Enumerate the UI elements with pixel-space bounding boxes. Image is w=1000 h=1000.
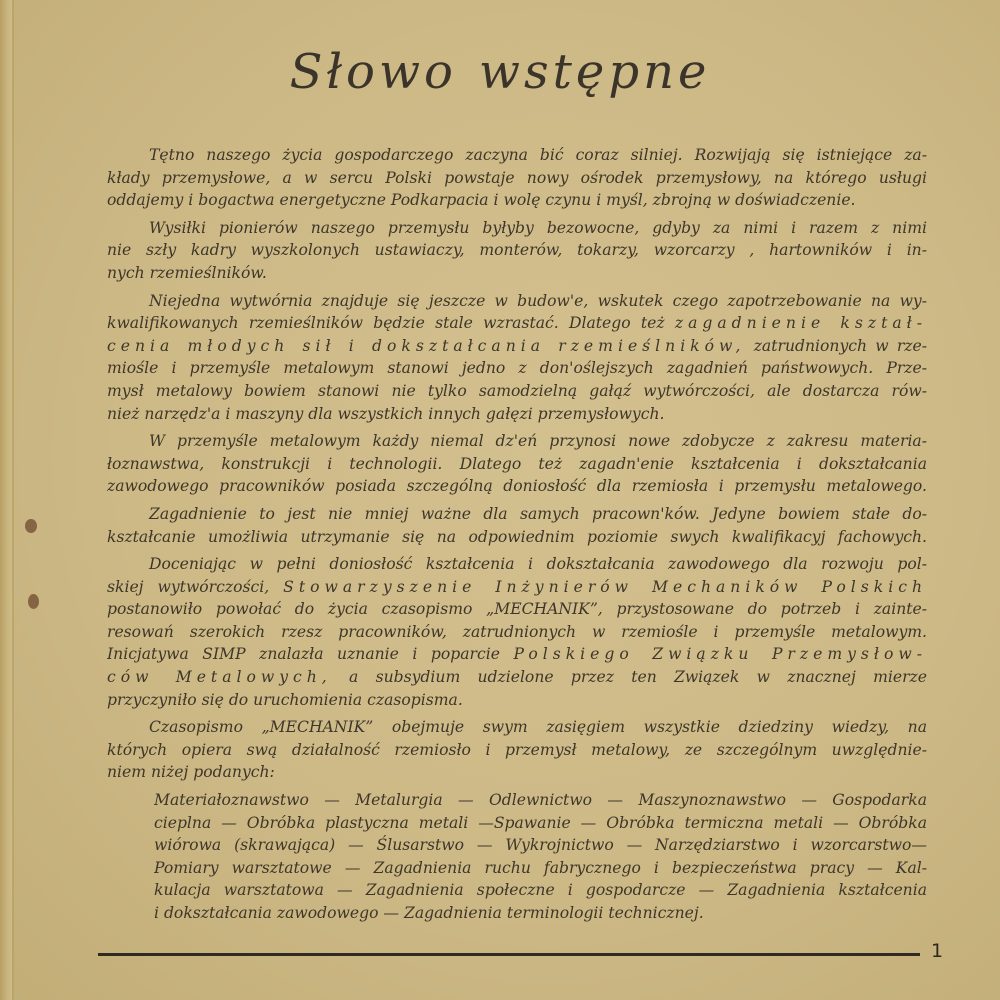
page-title — [0, 44, 1000, 100]
paper-stain — [28, 594, 39, 609]
title-word-2: wstępne — [478, 44, 711, 100]
spaced-emphasis: cenia młodych sił i dokształcania rzemieślników, — [107, 336, 746, 355]
paragraph — [107, 144, 927, 212]
paragraph — [107, 553, 927, 711]
topics-line: kulacja warsztatowa — Zagadnienia społeczne i gospodarcze — Zagadnienia kształcenia — [154, 881, 927, 900]
spaced-emphasis: zagadnienie kształ- — [674, 314, 927, 333]
text-segment: kwalifikowanych rzemieślników będzie stale wzrastać. Dlatego też — [107, 314, 665, 333]
paragraph — [107, 290, 927, 426]
text-line: Niejedna wytwórnia znajduje się jeszcze w budow'e, wskutek czego zapotrzebowanie na wy- — [149, 291, 927, 310]
text-line — [107, 666, 927, 689]
text-line: Doceniając w pełni doniosłość kształcenia i dokształcania zawodowego dla rozwoju pol- — [149, 555, 927, 574]
text-line: postanowiło powołać do życia czasopismo „MECHANIK”, przystosowane do potrzeb i zainte- — [107, 600, 927, 619]
paragraph — [107, 217, 927, 285]
topics-list — [107, 789, 927, 925]
topics-line: i dokształcania zawodowego — Zagadnienia terminologii technicznej. — [154, 904, 704, 922]
text-line: Tętno naszego życia gospodarczego zaczyna bić coraz silniej. Rozwijają się istniejące za- — [149, 146, 927, 164]
text-line: nych rzemieślników. — [107, 263, 267, 282]
paragraph — [107, 716, 927, 784]
text-line — [107, 643, 927, 666]
footer-rule — [98, 953, 920, 956]
spaced-emphasis: ców Metalowych, — [107, 668, 332, 687]
paragraph — [107, 503, 927, 548]
page-gutter-edge — [0, 0, 12, 1000]
text-segment: Inicjatywa SIMP znalazła uznanie i poparcie — [107, 645, 500, 664]
text-line: mysł metalowy bowiem stanowi nie tylko samodzielną gałąź wytwórczości, ale dostarcza rów- — [107, 381, 927, 400]
text-line: nie szły kadry wyszkolonych ustawiaczy, monterów, tokarzy, wzorcarzy , hartowników i in- — [107, 241, 927, 260]
text-line: Zagadnienie to jest nie mniej ważne dla samych pracown'ków. Jedyne bowiem stałe do- — [149, 504, 927, 523]
paper-stain — [25, 519, 37, 533]
text-segment: skiej wytwórczości, — [107, 577, 270, 596]
topics-line: wiórowa (skrawająca) — Ślusarstwo — Wykrojnictwo — Narzędziarstwo i wzorcarstwo— — [154, 836, 927, 855]
article-body — [107, 144, 927, 930]
topics-line: Pomiary warsztatowe — Zagadnienia ruchu fabrycznego i bezpieczeństwa pracy — Kal- — [154, 858, 927, 877]
text-line: przyczyniło się do uruchomienia czasopisma. — [107, 690, 463, 709]
text-line — [107, 312, 927, 335]
text-segment: a subsydium udzielone przez ten Związek w znacznej mierze — [349, 668, 927, 687]
spaced-emphasis: Stowarzyszenie Inżynierów Mechaników Polskich — [283, 577, 927, 596]
text-line: kłady przemysłowe, a w sercu Polski powstaje nowy ośrodek przemysłowy, na którego usługi — [107, 168, 927, 187]
text-segment: zatrudnionych w rze- — [753, 336, 927, 355]
paragraph — [107, 430, 927, 498]
page-fold-line — [12, 0, 14, 1000]
text-line: nież narzędz'a i maszyny dla wszystkich innych gałęzi przemysłowych. — [107, 404, 665, 423]
text-line: kształcanie umożliwia utrzymanie się na odpowiednim poziomie swych kwalifikacyj fachowych. — [107, 527, 927, 546]
text-line: resowań szerokich rzesz pracowników, zatrudnionych w rzemiośle i przemyśle metalowym. — [107, 622, 927, 641]
spaced-emphasis: Polskiego Związku Przemysłow- — [513, 645, 927, 664]
text-line: Wysiłki pionierów naszego przemysłu byłyby bezowocne, gdyby za nimi i razem z nimi — [149, 218, 927, 237]
text-line: łoznawstwa, konstrukcji i technologii. Dlatego też zagadn'enie kształcenia i dokształcania — [107, 454, 927, 473]
text-line: zawodowego pracowników posiada szczególną doniosłość dla rzemiosła i przemysłu metalowego. — [107, 477, 927, 496]
text-line: niem niżej podanych: — [107, 763, 275, 782]
topics-line: cieplna — Obróbka plastyczna metali —Spawanie — Obróbka termiczna metali — Obróbka — [154, 813, 927, 832]
text-line — [107, 576, 927, 599]
text-line: W przemyśle metalowym każdy niemal dz'eń przynosi nowe zdobycze z zakresu materia- — [149, 432, 927, 451]
text-line: oddajemy i bogactwa energetyczne Podkarpacia i wolę czynu i myśl, zbrojną w doświadczenie. — [107, 191, 856, 210]
text-line: miośle i przemyśle metalowym stanowi jedno z don'oślejszych zagadnień państwowych. Prze- — [107, 359, 927, 378]
text-line — [107, 335, 927, 358]
topics-line: Materiałoznawstwo — Metalurgia — Odlewnictwo — Maszynoznawstwo — Gospodarka — [154, 791, 927, 810]
text-line: Czasopismo „MECHANIK” obejmuje swym zasięgiem wszystkie dziedziny wiedzy, na — [149, 718, 927, 737]
text-line: których opiera swą działalność rzemiosło i przemysł metalowy, ze szczególnym uwzględnie- — [107, 740, 927, 759]
title-word-1: Słowo — [289, 44, 457, 100]
page-number: 1 — [931, 940, 944, 962]
